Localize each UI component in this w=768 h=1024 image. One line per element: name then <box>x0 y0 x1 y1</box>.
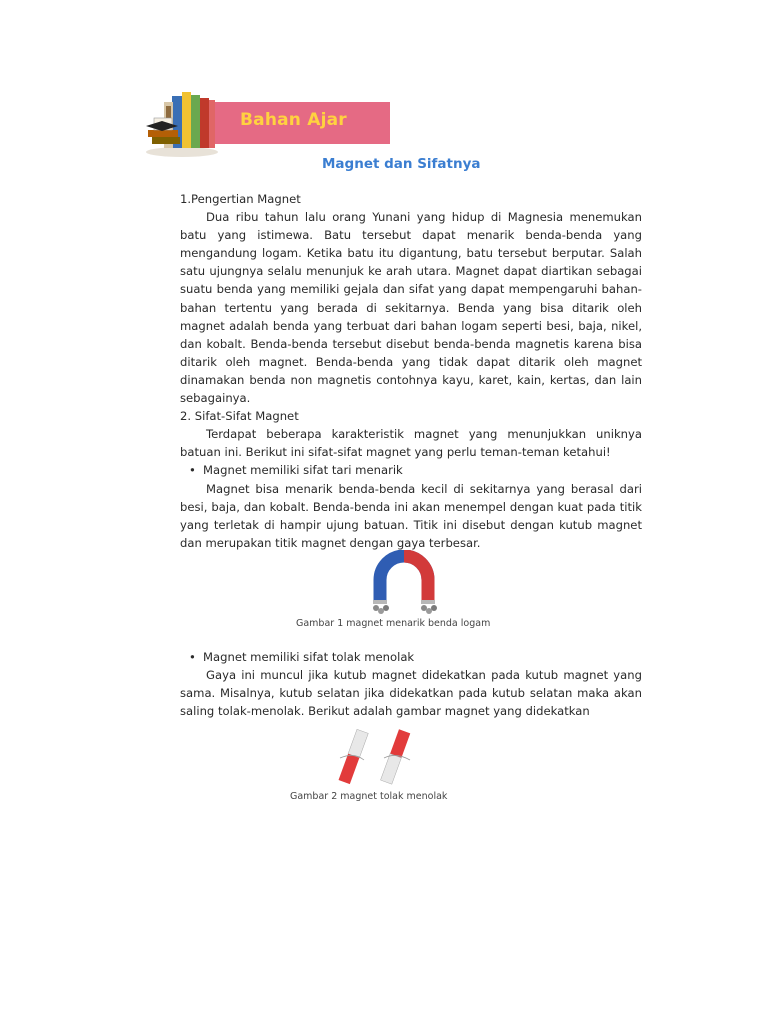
bullet-1 <box>180 461 642 479</box>
figure-1-caption: Gambar 1 magnet menarik benda logam <box>296 618 491 629</box>
bullet-2 <box>180 648 642 666</box>
books-icon <box>142 90 222 160</box>
title-banner <box>212 102 390 144</box>
bullet-2-label: Magnet memiliki sifat tolak menolak <box>203 650 415 664</box>
bullet-dot-icon: • <box>189 650 196 664</box>
body-text-2 <box>180 648 642 720</box>
repelling-magnets-image <box>330 728 422 790</box>
badge-title: Bahan Ajar <box>240 110 347 130</box>
body-text <box>180 190 642 552</box>
bullet-1-label: Magnet memiliki sifat tari menarik <box>203 463 403 478</box>
page-title: Magnet dan Sifatnya <box>322 156 481 172</box>
section-1-heading: 1.Pengertian Magnet <box>180 192 301 206</box>
horseshoe-magnet-image <box>362 550 446 616</box>
figure-2-caption: Gambar 2 magnet tolak menolak <box>290 791 448 802</box>
section-1-paragraph: Dua ribu tahun lalu orang Yunani yang hidup di Magnesia menemukan batu yang istimewa. Batu tersebut dapat menarik benda-benda yang mengandung logam. Ketika batu itu digantung, batu tersebut berputar. Salah satu ujungnya selalu menunjuk ke arah utara. Magnet dapat diartikan sebagai suatu benda yang memiliki gejala dan sifat yang dapat mempengaruhi bahan-bahan tertentu yang berada di sekitarnya. Benda yang bisa ditarik oleh magnet adalah benda yang terbuat dari bahan logam seperti besi, baja, nikel, dan kobalt. Benda-benda tersebut disebut benda-benda magnetis karena bisa ditarik oleh magnet. Benda-benda yang tidak dapat ditarik oleh magnet dinamakan benda non magnetis contohnya kayu, karet, kain, kertas, dan lain sebagainya. <box>180 210 642 406</box>
bullet-1-paragraph: Magnet bisa menarik benda-benda kecil di sekitarnya yang berasal dari besi, baja, dan kobalt. Benda-benda ini akan menempel dengan kuat pada titik yang terletak di hampir ujung batuan. Titik ini disebut dengan kutub magnet dan merupakan titik magnet dengan gaya terbesar. <box>180 481 642 550</box>
bullet-2-paragraph: Gaya ini muncul jika kutub magnet didekatkan pada kutub magnet yang sama. Misalnya, kutub selatan jika didekatkan pada kutub selatan maka akan saling tolak-menolak. Berikut adalah gambar magnet yang didekatkan <box>180 668 642 719</box>
section-2-heading: 2. Sifat-Sifat Magnet <box>180 409 299 424</box>
header <box>142 90 394 160</box>
section-2-paragraph: Terdapat beberapa karakteristik magnet yang menunjukkan uniknya batuan ini. Berikut ini sifat-sifat magnet yang perlu teman-teman ketahui! <box>180 427 642 460</box>
bullet-dot-icon: • <box>189 463 196 478</box>
